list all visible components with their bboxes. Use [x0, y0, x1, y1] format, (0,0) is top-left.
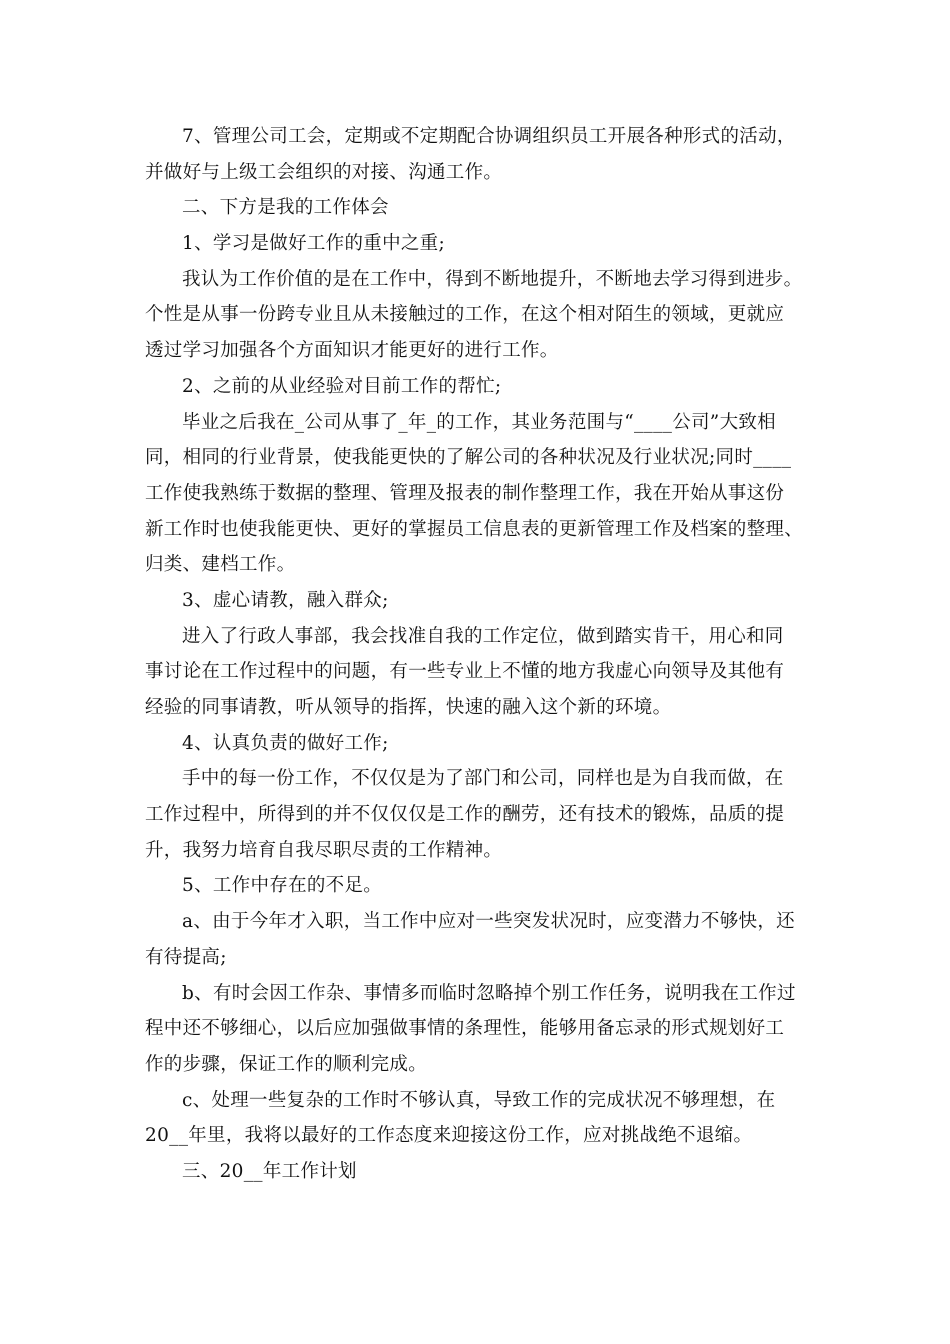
text-line: 20__年里，我将以最好的工作态度来迎接这份工作，应对挑战绝不退缩。: [145, 1125, 753, 1147]
text-line: 程中还不够细心，以后应加强做事情的条理性，能够用备忘录的形式规划好工: [145, 1018, 785, 1040]
item-heading: 2、之前的从业经验对目前工作的帮忙;: [182, 375, 502, 397]
text-line: 同，相同的行业背景，使我能更快的了解公司的各种状况及行业状况;同时____: [145, 447, 792, 469]
item-heading: 4、认真负责的做好工作;: [182, 732, 389, 754]
text-line: 我认为工作价值的是在工作中，得到不断地提升，不断地去学习得到进步。: [182, 268, 803, 290]
text-line: 手中的每一份工作，不仅仅是为了部门和公司，同样也是为自我而做，在: [182, 768, 784, 790]
text-line: 透过学习加强各个方面知识才能更好的进行工作。: [145, 340, 559, 362]
text-line: 升，我努力培育自我尽职尽责的工作精神。: [145, 839, 503, 861]
text-line: 事讨论在工作过程中的问题，有一些专业上不懂的地方我虚心向领导及其他有: [145, 661, 785, 683]
text-line: 毕业之后我在_公司从事了_年_的工作，其业务范围与“____公司”大致相: [182, 411, 776, 433]
text-line: 归类、建档工作。: [145, 554, 296, 576]
text-line: 个性是从事一份跨专业且从未接触过的工作，在这个相对陌生的领域，更就应: [145, 304, 785, 326]
item-heading: 1、学习是做好工作的重中之重;: [182, 233, 446, 255]
section-heading: 二、下方是我的工作体会: [182, 197, 389, 219]
item-heading: 3、虚心请教，融入群众;: [182, 589, 389, 611]
text-line: c、处理一些复杂的工作时不够认真，导致工作的完成状况不够理想，在: [182, 1089, 776, 1111]
document-body: [145, 119, 807, 1190]
text-line: 有待提高;: [145, 946, 227, 968]
text-line: a、由于今年才入职，当工作中应对一些突发状况时，应变潜力不够快，还: [182, 911, 795, 933]
text-line: 新工作时也使我能更快、更好的掌握员工信息表的更新管理工作及档案的整理、: [145, 518, 804, 540]
text-line: 进入了行政人事部，我会找准自我的工作定位，做到踏实肯干，用心和同: [182, 625, 784, 647]
text-line: 并做好与上级工会组织的对接、沟通工作。: [145, 161, 503, 183]
text-line: 经验的同事请教，听从领导的指挥，快速的融入这个新的环境。: [145, 697, 672, 718]
text-line: 工作使我熟练于数据的整理、管理及报表的制作整理工作，我在开始从事这份: [145, 482, 785, 504]
text-line: 作的步骤，保证工作的顺利完成。: [145, 1053, 428, 1075]
text-line: 工作过程中，所得到的并不仅仅仅是工作的酬劳，还有技术的锻炼，品质的提: [145, 804, 785, 826]
item-heading: 5、工作中存在的不足。: [182, 875, 383, 897]
text-line: 7、管理公司工会，定期或不定期配合协调组织员工开展各种形式的活动，: [182, 126, 796, 147]
text-line: b、有时会因工作杂、事情多而临时忽略掉个别工作任务，说明我在工作过: [182, 982, 796, 1004]
section-heading: 三、20__年工作计划: [182, 1160, 357, 1182]
